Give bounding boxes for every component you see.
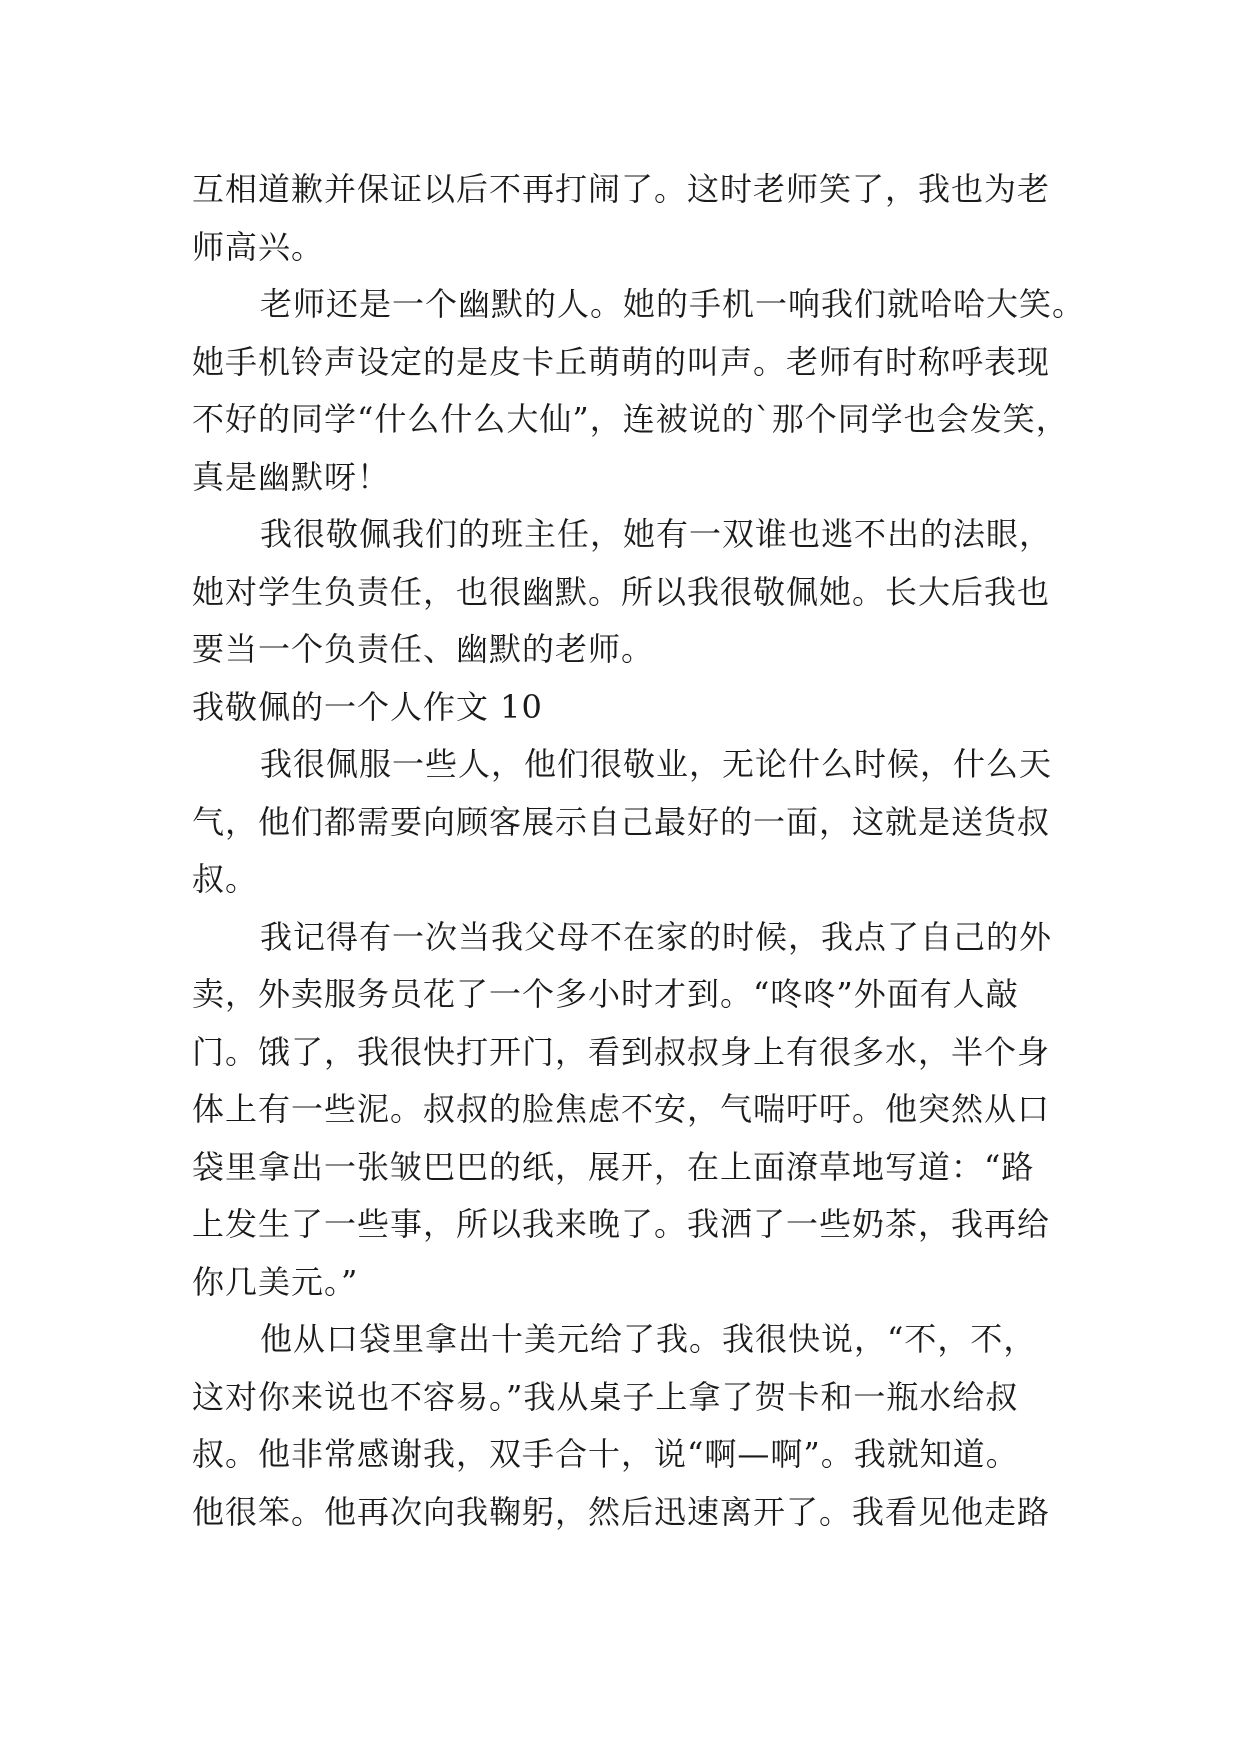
text-line: 师高兴。 (192, 227, 325, 266)
text-line: 互相道歉并保证以后不再打闹了。这时老师笑了，我也为老 (192, 170, 1051, 208)
text-line: 她手机铃声设定的是皮卡丘萌萌的叫声。老师有时称呼表现 (192, 342, 1051, 381)
text-line: 这对你来说也不容易。”我从桌子上拿了贺卡和一瓶水给叔 (192, 1377, 1019, 1416)
text-line: 体上有一些泥。叔叔的脸焦虑不安，气喘吁吁。他突然从口 (192, 1090, 1051, 1128)
text-line: 叔。他非常感谢我，双手合十，说“啊—啊”。我就知道。 (192, 1435, 1019, 1473)
text-line: 他从口袋里拿出十美元给了我。我很快说，“不，不， (260, 1320, 1037, 1358)
text-line: 叔。 (192, 860, 259, 898)
text-line: 要当一个负责任、幽默的老师。 (192, 630, 655, 668)
text-line: 我很佩服一些人，他们很敬业，无论什么时候，什么天 (260, 745, 1053, 783)
text-line: 老师还是一个幽默的人。她的手机一响我们就哈哈大笑。 (260, 285, 1086, 323)
text-line: 真是幽默呀！ (192, 457, 391, 496)
text-line: 气，他们都需要向顾客展示自己最好的一面，这就是送货叔 (192, 802, 1051, 841)
text-line: 我记得有一次当我父母不在家的时候，我点了自己的外 (260, 917, 1053, 956)
text-line: 他很笨。他再次向我鞠躬，然后迅速离开了。我看见他走路 (192, 1492, 1051, 1531)
text-line: 她对学生负责任，也很幽默。所以我很敬佩她。长大后我也 (192, 572, 1051, 611)
text-line: 上发生了一些事，所以我来晚了。我洒了一些奶茶，我再给 (192, 1205, 1051, 1243)
document-body (192, 161, 1092, 1541)
text-line: 卖，外卖服务员花了一个多小时才到。“咚咚”外面有人敲 (192, 975, 1019, 1013)
text-line: 我敬佩的一个人作文 10 (192, 687, 543, 726)
text-line: 我很敬佩我们的班主任，她有一双谁也逃不出的法眼， (260, 515, 1053, 553)
text-line: 你几美元。” (192, 1262, 359, 1301)
text-line: 不好的同学“什么什么大仙”，连被说的`那个同学也会发笑， (192, 400, 1069, 438)
text-line: 门。饿了，我很快打开门，看到叔叔身上有很多水，半个身 (192, 1032, 1051, 1071)
text-line: 袋里拿出一张皱巴巴的纸，展开，在上面潦草地写道：“路 (192, 1147, 1035, 1186)
